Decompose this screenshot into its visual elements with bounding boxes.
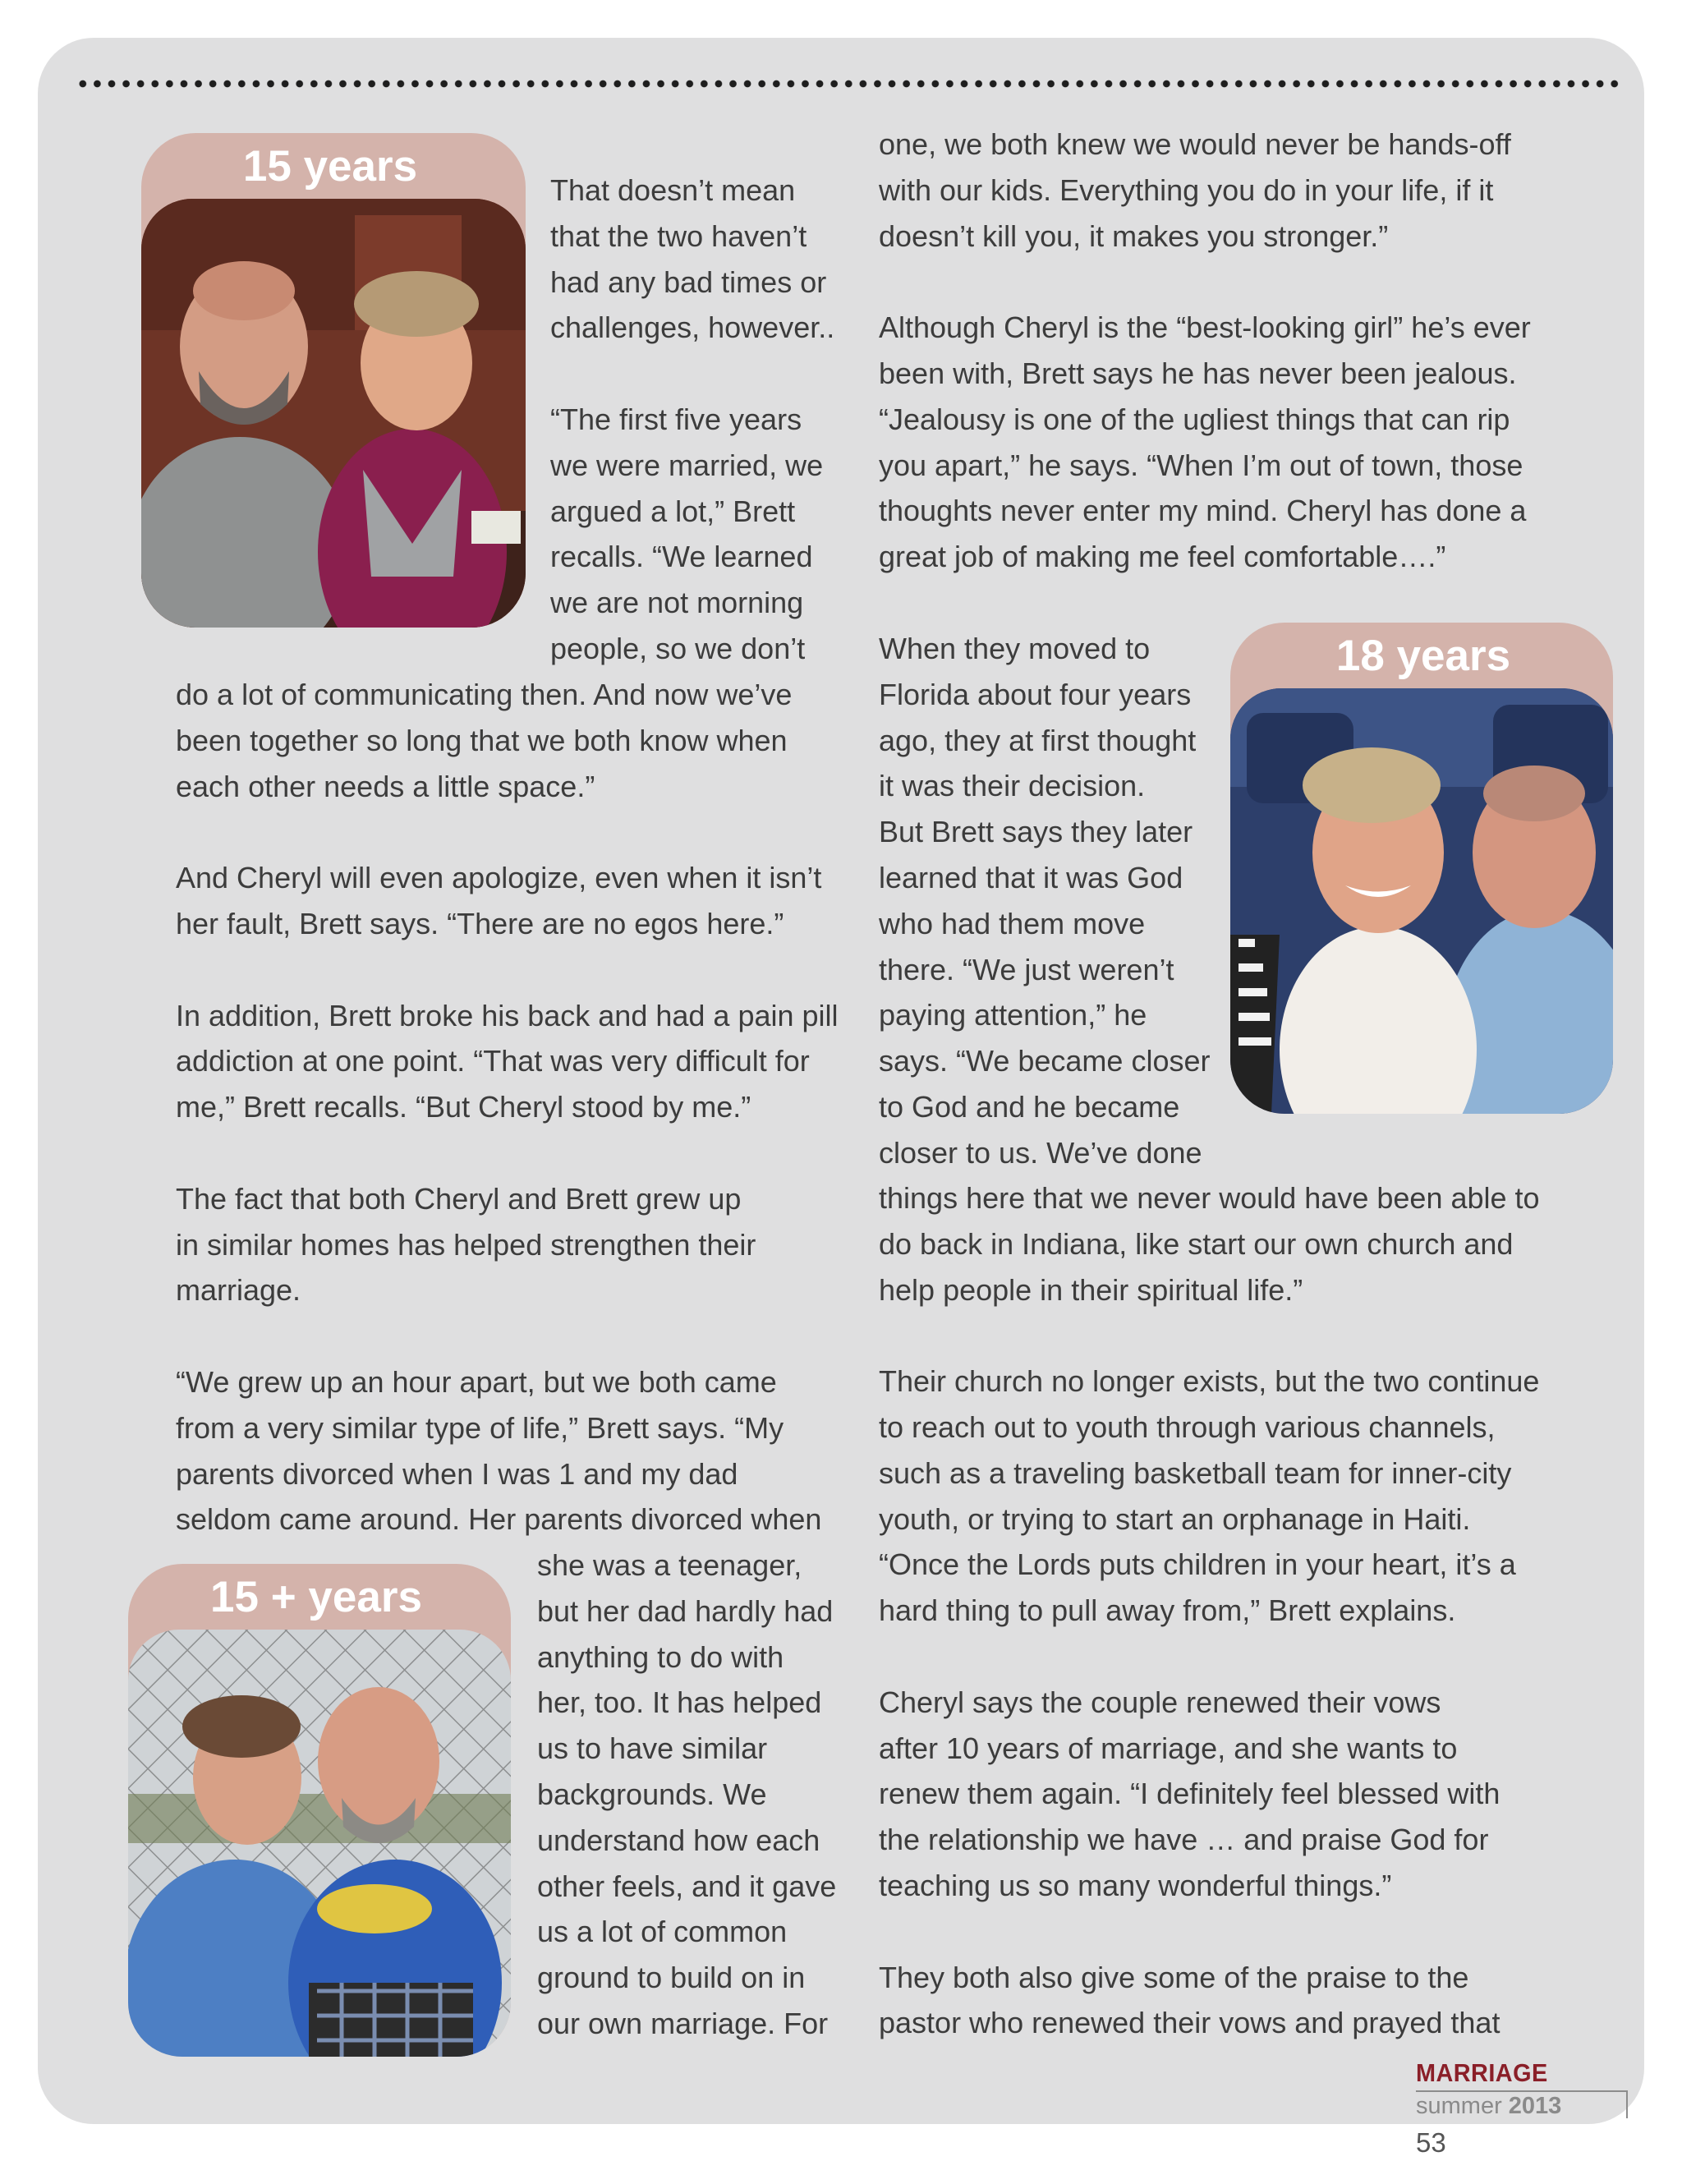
article-text-col2-top: one, we both knew we would never be hands-off with our kids. Everything you do in your life, if it doesn’t kill you, it makes you stronger.” Although Cheryl is the “best-looking girl” he’s ever been with, Brett says he has never been jealous. “Jealousy is one of the ugliest things that can rip you apart,” he says. “When I’m out of town, those thoughts never enter my mind. Cheryl has done a great job of making me feel comfortable….” (879, 127, 1531, 574)
issue-season (1416, 2093, 1561, 2120)
page-number: 53 (1416, 2127, 1446, 2158)
photo-18-years (1230, 623, 1613, 1114)
photo-label-18-years: 18 years (1335, 632, 1511, 680)
article-text-col1-top: That doesn’t mean that the two haven’t had any bad times or challenges, however.. “The first five years we were married, we argued a lot,” Brett recalls. “We learned we are not morning people, so we don’t (550, 173, 835, 665)
issue-season-word: summer (1416, 2093, 1502, 2119)
couple-photo-outdoor (128, 1630, 511, 2057)
article-text-col2-mid: When they moved to Florida about four years ago, they at first thought it was their decision. But Brett says they later learned that it was God who had them move there. “We just weren’t paying attention,” he says. “We became closer to God and he became closer to us. We’ve done (879, 632, 1211, 1170)
article-text-col1-bottom: she was a teenager, but her dad hardly had anything to do with her, too. It has helped us to have similar backgrounds. We understand how each other feels, and it gave us a lot of common ground to build on in our own marriage. For (537, 1548, 837, 2040)
article-text-col2-bottom: things here that we never would have been able to do back in Indiana, like start our own church and help people in their spiritual life.” Their church no longer exists, but the two continue to reach out to youth through various channels, such as a traveling basketball team for inner-city youth, or trying to start an orphanage in Haiti. “Once the Lords puts children in your heart, it’s a hard thing to pull away from,” Brett explains. Cheryl says the couple renewed their vows after 10 years of marriage, and she wants to renew them again. “I definitely feel blessed with the relationship we have … and praise God for teaching us so many wonderful things.” They both also give some of the praise to the pastor who renewed their vows and prayed that (879, 1181, 1540, 2040)
couple-photo-restaurant (141, 199, 526, 628)
footer-rule (1416, 2090, 1628, 2092)
photo-15-years (141, 133, 526, 628)
article-text-col1-mid: do a lot of communicating then. And now we’ve been together so long that we both know when each other needs a little space.” And Cheryl will even apologize, even when it isn’t her fault, Brett says. “There are no egos here.” In addition, Brett broke his back and had a pain pill addiction at one point. “That was very difficult for me,” Brett recalls. “But Cheryl stood by me.” The fact that both Cheryl and Brett grew up in similar homes has helped strengthen their marriage. “We grew up an hour apart, but we both came from a very similar type of life,” Brett says. “My parents divorced when I was 1 and my dad seldom came around. Her parents divorced when (176, 678, 839, 1537)
photo-label-15-years: 15 years (242, 142, 418, 191)
footer-rule-vertical (1626, 2090, 1628, 2118)
magazine-name: MARRIAGE (1416, 2058, 1548, 2087)
photo-label-15-plus-years: 15 + years (210, 1573, 422, 1621)
photo-15-plus-years (128, 1564, 511, 2057)
issue-year: 2013 (1508, 2093, 1562, 2119)
dotted-divider (76, 77, 1620, 90)
couple-photo-bus (1230, 688, 1613, 1114)
